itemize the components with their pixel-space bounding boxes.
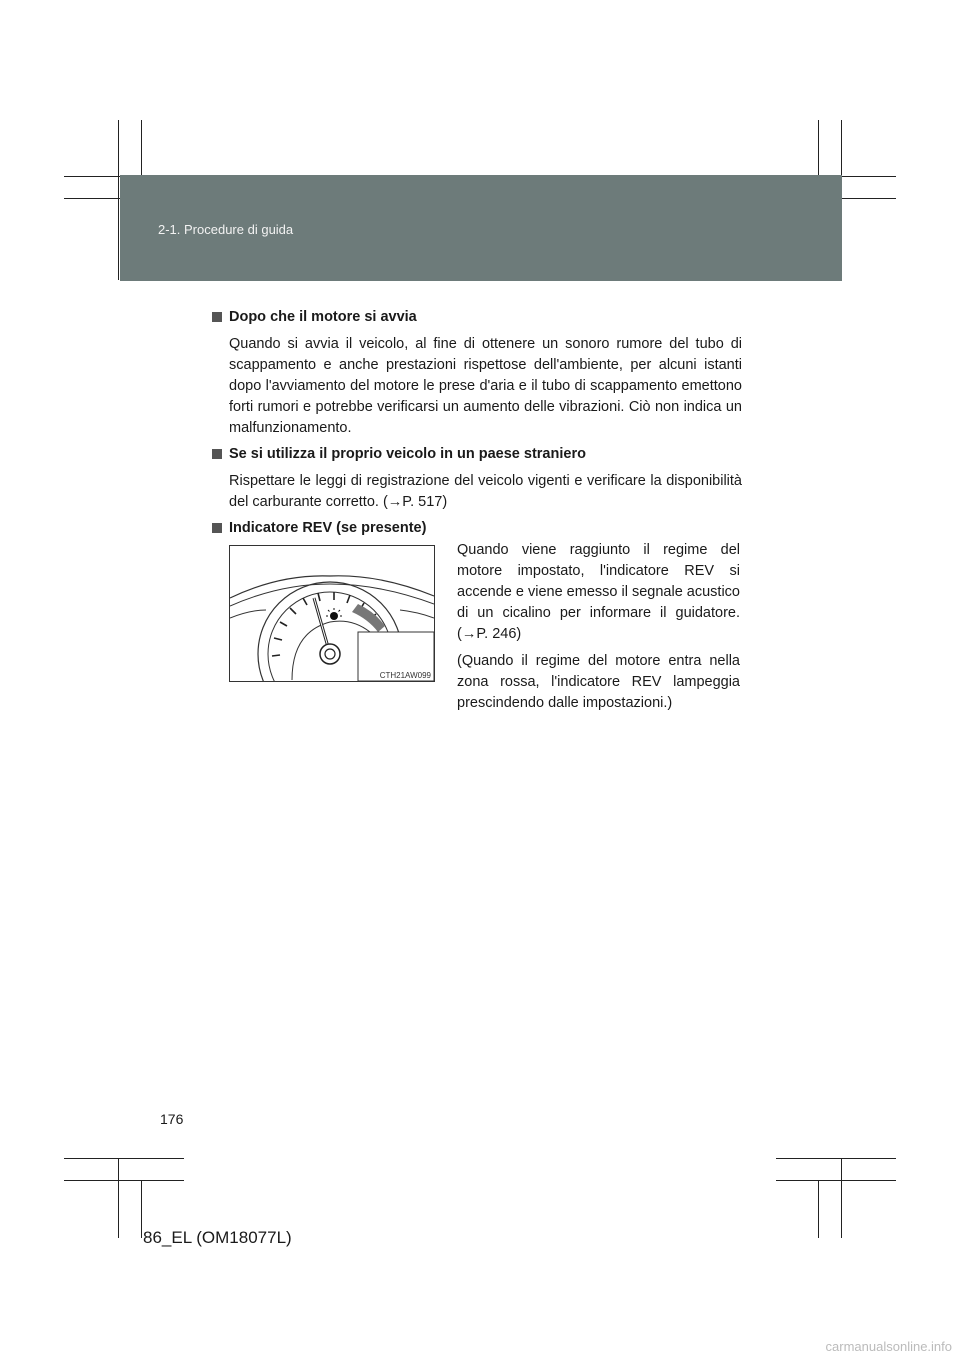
crop-mark: [118, 1158, 119, 1238]
rev-indicator-description: [457, 540, 740, 720]
square-bullet-icon: [212, 523, 222, 533]
instrument-cluster-figure: [229, 545, 435, 682]
document-code: 86_EL (OM18077L): [143, 1228, 292, 1247]
section-heading: [212, 519, 742, 537]
heading-text: Se si utilizza il proprio veicolo in un paese straniero: [229, 446, 586, 462]
rev-paragraph: Quando viene raggiunto il regime del motore impostato, l'indicatore REV si accende e viene emesso il segnale acustico di un cicalino per informare il guidatore. (→P. 246): [457, 542, 740, 642]
crop-mark: [776, 1180, 896, 1181]
crop-mark: [841, 1158, 842, 1238]
crop-mark: [776, 1158, 896, 1159]
heading-text: Indicatore REV (se presente): [229, 520, 427, 536]
square-bullet-icon: [212, 312, 222, 322]
main-content: [212, 308, 742, 545]
square-bullet-icon: [212, 449, 222, 459]
watermark: carmanualsonline.info: [825, 1339, 952, 1354]
crop-mark: [64, 1158, 184, 1159]
rev-paragraph: (Quando il regime del motore entra nella zona rossa, l'indicatore REV lampeggia prescindendo dalle impostazioni.): [457, 653, 740, 711]
section-body: Quando si avvia il veicolo, al fine di ottenere un sonoro rumore del tubo di scappamento e anche prestazioni rispettose dell'ambiente, per alcuni istanti dopo l'avviamento del motore le prese d'aria e il tubo di scappamento emettono forti rumori e potrebbe verificarsi un aumento delle vibrazioni. Ciò non indica un malfunzionamento.: [229, 336, 742, 436]
crop-mark: [141, 1180, 142, 1238]
section-header-band: [120, 175, 842, 281]
crop-mark: [818, 1180, 819, 1238]
section-label: 2-1. Procedure di guida: [158, 222, 294, 237]
section-body: Rispettare le leggi di registrazione del veicolo vigenti e verificare la disponibilità del carburante corretto. (→P. 517): [229, 473, 742, 510]
rev-indicator-icon: [326, 608, 342, 620]
section-heading: [212, 445, 742, 463]
figure-code: CTH21AW099: [379, 671, 431, 680]
page-number: 176: [160, 1111, 184, 1127]
section-heading: [212, 308, 742, 326]
tachometer-illustration: [230, 546, 434, 681]
heading-text: Dopo che il motore si avvia: [229, 309, 417, 325]
crop-mark: [64, 1180, 184, 1181]
crop-mark: [118, 120, 119, 280]
